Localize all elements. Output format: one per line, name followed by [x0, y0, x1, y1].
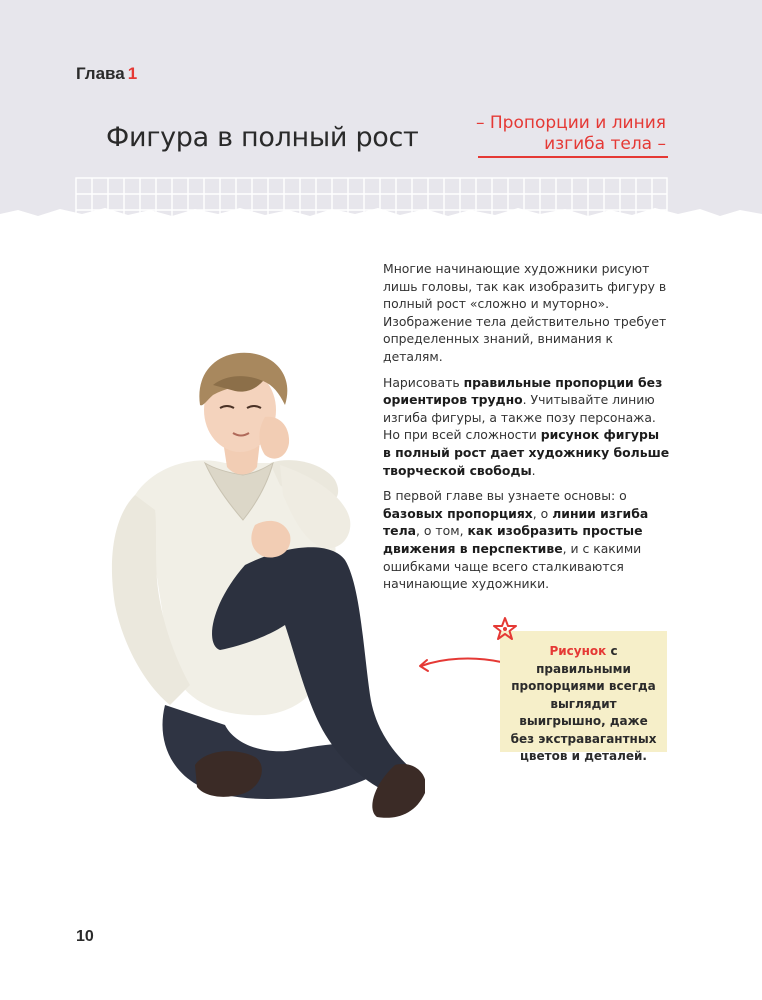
subtitle-line-2: изгиба тела – [544, 134, 666, 154]
callout-text: с правильными пропорциями всегда выглядит выигрышно, даже без экстравагантных цветов и деталей. [510, 644, 657, 763]
paragraph-2: Нарисовать правильные пропорции без ориентиров трудно. Учитывайте линию изгиба фигуры, а также позу персонажа. Но при всей сложности рисунок фигуры в полный рост дает художнику больше творческой свободы. [383, 374, 670, 478]
callout-highlight: Рисунок [549, 644, 607, 658]
paragraph-3: В первой главе вы узнаете основы: о базовых пропорциях, о линии изгиба тела, о том, как изобразить простые движения в перспективе, и с какими ошибками чаще всего сталкиваются начинающие художники. [383, 488, 649, 592]
bold-phrase: базовых пропорциях [383, 505, 533, 521]
chapter-number: 1 [127, 64, 138, 83]
page-number: 10 [76, 928, 94, 945]
bold-phrase: линии изгиба тела [383, 505, 649, 539]
subtitle-line-1: – Пропорции и линия [475, 113, 666, 133]
page-subtitle [476, 113, 666, 155]
chapter-word: Глава [76, 64, 125, 83]
paragraph-1: Многие начинающие художники рисуют лишь головы, так как изобразить фигуру в полный рост «сложно и муторно». Изображение тела действительно требует определенных знаний, внимания к деталям. [383, 261, 667, 364]
sitting-man-illustration [95, 345, 425, 845]
body-text [383, 260, 671, 601]
star-icon [492, 616, 518, 642]
bold-phrase: как изобразить простые движения в перспективе [383, 523, 643, 556]
page-title: Фигура в полный рост [106, 122, 419, 153]
callout-arrow [413, 650, 505, 674]
bold-phrase: правильные пропорции без ориентиров трудно [383, 374, 663, 408]
chapter-label [76, 64, 137, 84]
bold-phrase: рисунок фигуры в полный рост дает художнику больше творческой свободы [383, 427, 670, 478]
subtitle-underline [478, 156, 668, 158]
callout-box [500, 631, 667, 763]
